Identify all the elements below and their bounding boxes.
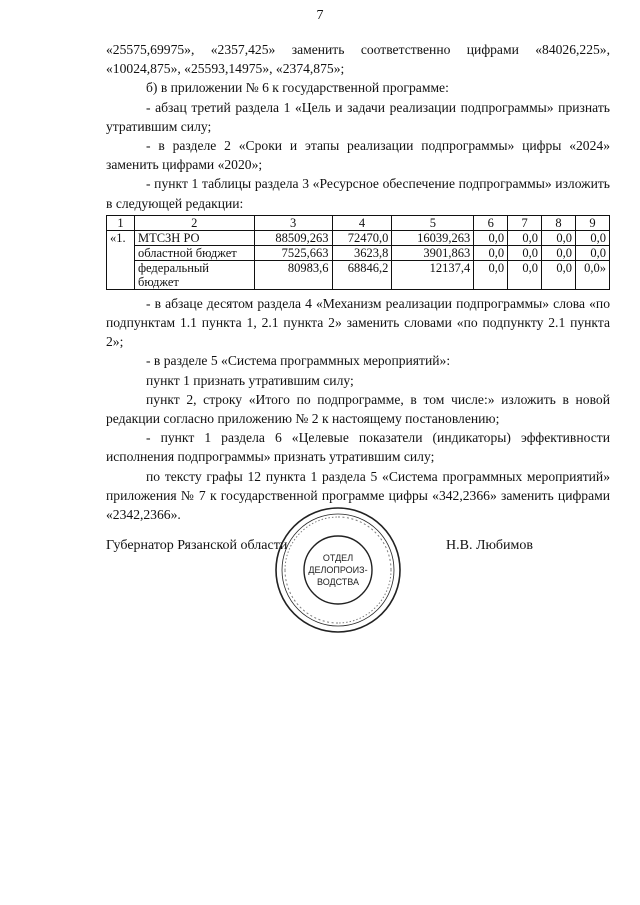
table-cell: 0,0» bbox=[575, 260, 609, 289]
table-row bbox=[107, 245, 610, 260]
table-cell: 68846,2 bbox=[332, 260, 392, 289]
table-cell: 0,0 bbox=[508, 245, 542, 260]
table-cell: 0,0 bbox=[542, 245, 576, 260]
paragraph-section-6: - пункт 1 раздела 6 «Целевые показатели (индикаторы) эффективности исполнения подпрограммы» признать утратившим силу; bbox=[106, 430, 610, 465]
table-cell: 72470,0 bbox=[332, 230, 392, 245]
paragraph-section-4: - в абзаце десятом раздела 4 «Механизм реализации подпрограммы» слова «по подпунктам 1.1 пункта 1, 2.1 пункта 2» заменить словами «по подпункту 2.1 пункта 2»; bbox=[106, 295, 610, 350]
table-cell: 7525,663 bbox=[254, 245, 332, 260]
table-header-cell: 9 bbox=[575, 215, 609, 230]
signature-name: Н.В. Любимов bbox=[446, 538, 533, 553]
paragraph-appendix-7: по тексту графы 12 пункта 1 раздела 5 «Система программных мероприятий» приложения № 7 к государственной программе цифры «342,2366» заменить цифрами «2342,2366». bbox=[106, 468, 610, 523]
table-cell: 0,0 bbox=[474, 260, 508, 289]
table-cell: 88509,263 bbox=[254, 230, 332, 245]
table-header-cell: 7 bbox=[508, 215, 542, 230]
office-stamp bbox=[273, 505, 403, 635]
paragraph-section-5: - в разделе 5 «Система программных мероприятий»: bbox=[146, 353, 451, 369]
table-header-cell: 3 bbox=[254, 215, 332, 230]
stamp-line-1: ОТДЕЛ bbox=[322, 553, 354, 563]
table-cell: 0,0 bbox=[508, 260, 542, 289]
table-cell: 0,0 bbox=[542, 260, 576, 289]
table-cell: 0,0 bbox=[575, 230, 609, 245]
table-header-cell: 8 bbox=[542, 215, 576, 230]
table-cell: 0,0 bbox=[474, 230, 508, 245]
stamp-line-3: ВОДСТВА bbox=[316, 577, 360, 587]
table-cell: 0,0 bbox=[474, 245, 508, 260]
table-header-cell: 1 bbox=[107, 215, 135, 230]
table-cell: 3901,863 bbox=[392, 245, 474, 260]
stamp-line-2: ДЕЛОПРОИЗ- bbox=[308, 565, 368, 575]
table-cell: 12137,4 bbox=[392, 260, 474, 289]
table-cell: 3623,8 bbox=[332, 245, 392, 260]
table-cell: 16039,263 bbox=[392, 230, 474, 245]
table-header-row bbox=[107, 215, 610, 230]
table-cell-num: «1. bbox=[107, 230, 135, 289]
table-row bbox=[107, 260, 610, 289]
paragraph-section-1: - абзац третий раздела 1 «Цель и задачи реализации подпрограммы» признать утратившим силу; bbox=[106, 99, 610, 134]
table-cell: 0,0 bbox=[508, 230, 542, 245]
table-header-cell: 5 bbox=[392, 215, 474, 230]
page-number: 7 bbox=[316, 8, 324, 23]
table-cell: федеральный бюджет bbox=[134, 260, 254, 289]
table-header-cell: 2 bbox=[134, 215, 254, 230]
table-header-cell: 6 bbox=[474, 215, 508, 230]
resource-table bbox=[106, 215, 610, 290]
paragraph-continuation: «25575,69975», «2357,425» заменить соответственно цифрами «84026,225», «10024,875», «25593,14975», «2374,875»; bbox=[106, 42, 610, 77]
document-body bbox=[106, 40, 610, 524]
signature-title: Губернатор Рязанской области bbox=[106, 538, 288, 553]
table-cell: областной бюджет bbox=[134, 245, 254, 260]
paragraph-item-2: пункт 2, строку «Итого по подпрограмме, в том числе:» изложить в новой редакции согласно приложению № 2 к настоящему постановлению; bbox=[106, 391, 610, 427]
table-cell: 0,0 bbox=[542, 230, 576, 245]
table-row bbox=[107, 230, 610, 245]
paragraph-item-1: пункт 1 признать утратившим силу; bbox=[146, 372, 354, 388]
table-cell: МТСЗН РО bbox=[134, 230, 254, 245]
paragraph-section-2: - в разделе 2 «Сроки и этапы реализации подпрограммы» цифры «2024» заменить цифрами «2020»; bbox=[106, 138, 610, 173]
paragraph-section-3: - пункт 1 таблицы раздела 3 «Ресурсное обеспечение подпрограммы» изложить в следующей редакции: bbox=[106, 176, 610, 211]
table-header-cell: 4 bbox=[332, 215, 392, 230]
table-cell: 80983,6 bbox=[254, 260, 332, 289]
paragraph-appendix-6: б) в приложении № 6 к государственной программе: bbox=[146, 80, 449, 96]
table-cell: 0,0 bbox=[575, 245, 609, 260]
